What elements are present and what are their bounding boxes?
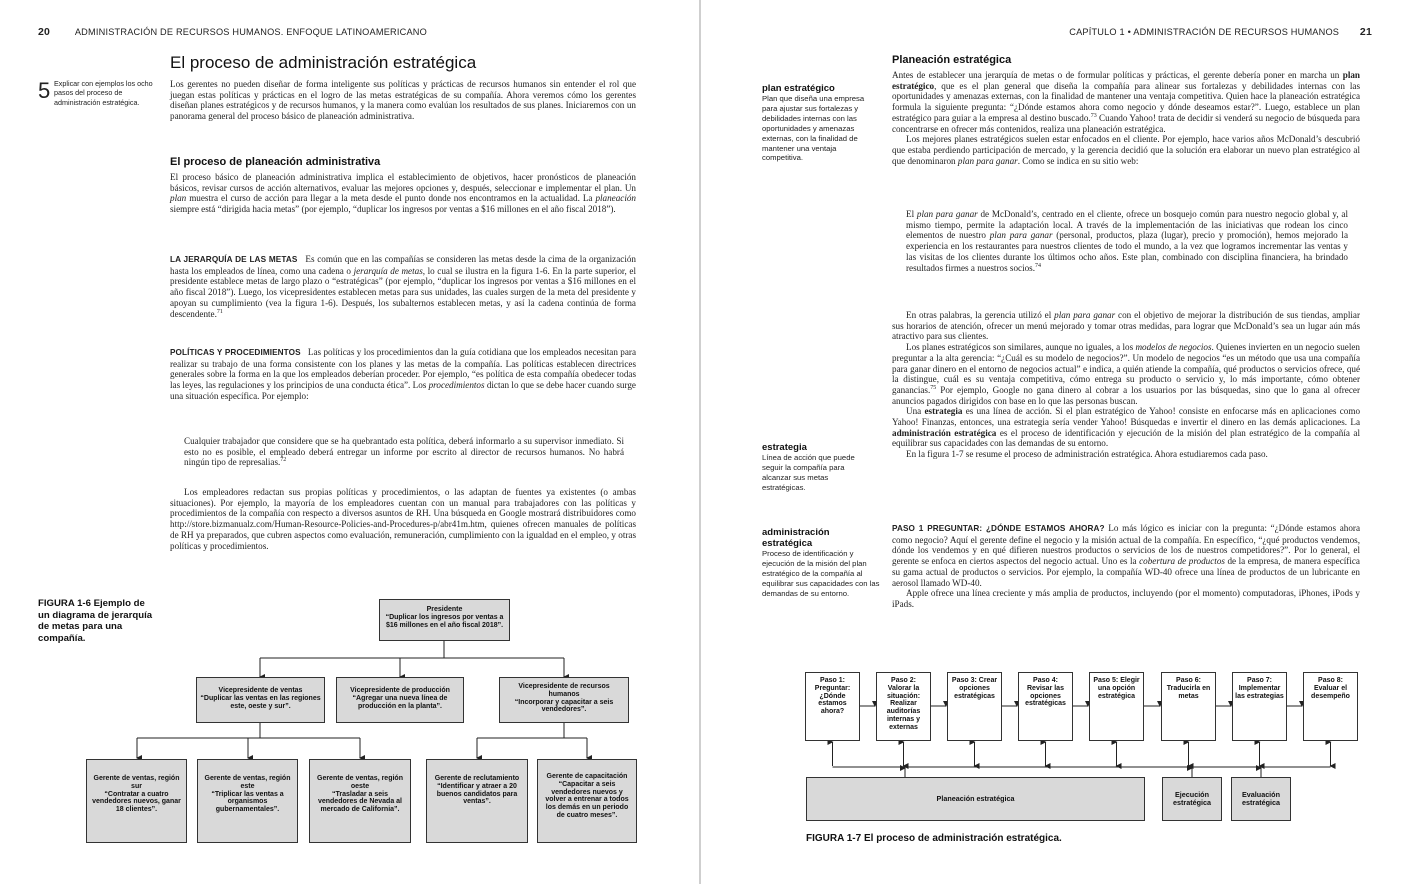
manager-recruitment-title: Gerente de reclutamiento [434, 775, 520, 782]
vp-hr-title: Vicepresidente de recursos humanos [518, 683, 610, 698]
figure-1-6-connectors [0, 0, 700, 884]
step-8-box: Paso 8: Evaluar el desempeño [1303, 672, 1358, 741]
manager-recruitment-goal: “Identificar y atraer a 20 buenos candidatos para ventas”. [436, 782, 518, 806]
p2-text-b: . Como se indica en su sitio web: [1017, 155, 1139, 166]
policies-runin-head: POLÍTICAS Y PROCEDIMIENTOS [170, 348, 301, 357]
vp-production-goal: “Agregar una nueva línea de producción en la planta”. [352, 694, 448, 710]
definition-administracion-estrategica: Proceso de identificación y ejecución de la misión del plan estratégico de la compañía al equilibrar sus capacidades con las demandas de su entorno. [762, 549, 880, 598]
learning-objective: Explicar con ejemplos los ocho pasos del proceso de administración estratégica. [54, 79, 153, 107]
intro-text: Los gerentes no pueden diseñar de forma inteligente sus políticas y prácticas de recursos humanos sin entender el rol que juegan estas políticas y prácticas en el logro de las metas estratégicas de su compañía. Ahora veremos cómo los gerentes diseñan planes estratégicos y de recursos humanos, y la manera como evalúan los resultados de sus planes. Iniciaremos con un panorama general del proceso básico de planeación administrativa. [170, 79, 636, 122]
planning-text-b: muestra el curso de acción para llegar a la meta desde el punto donde nos encontramos en la actualidad. La [186, 193, 596, 204]
manager-south-title: Gerente de ventas, región sur [93, 775, 180, 790]
plan-estrategico-bold: plan estratégico [892, 70, 1360, 91]
administracion-estrategica-bold: administración estratégica [892, 427, 997, 438]
figure-1-7-strategic-process [701, 0, 1402, 884]
cobertura-productos-em: cobertura de productos [1139, 556, 1225, 567]
phase-ejecucion-box: Ejecución estratégica [1162, 777, 1222, 821]
hierarchy-text-b: , lo cual se ilustra en la figura 1-6. En la parte superior, el presidente establece metas de largo plazo o “estratégicas” (por ejemplo, “duplicar los ingresos por ventas a $16 millones en el año fiscal 2018”). Luego, los vicepresidentes establecen metas para sus unidades, las cuales surgen de la meta del presidente y apoyan su cumplimiento (vea la figura 1-6). Después, los subalternos establecen metas, y así la cadena continúa de forma descendente. [170, 265, 636, 319]
manager-east-title: Gerente de ventas, región este [204, 775, 291, 790]
p3-text-b: con el objetivo de mejorar la distribución de sus tiendas, ampliar sus horarios de atención, ofrecer un menú mejorado y tomar otras medidas, para lograr que McDonald’s sea un lugar aún más atractivo para sus clientes. [892, 310, 1360, 342]
paso-1-runin-head: PASO 1 PREGUNTAR: ¿DÓNDE ESTAMOS AHORA? [892, 524, 1105, 533]
footnote-74: 74 [1035, 262, 1041, 269]
planeacion-em: planeación [595, 193, 636, 204]
quote-em-2: plan para ganar [989, 230, 1053, 241]
manager-east-goal: “Triplicar las ventas a organismos gubernamentales”. [211, 790, 284, 814]
hierarchy-em: jerarquía de metas [353, 265, 423, 276]
modelos-negocios-em: modelos de negocios [1135, 342, 1212, 353]
manager-sales-east-box [197, 759, 298, 843]
planning-text-a: El proceso básico de planeación administrativa implica el establecimiento de objetivos, hacer pronósticos de planeación básicos, revisar cursos de acción alternativos, evaluar las mejores opciones y, después, seleccionar e implementar el plan. Un [170, 172, 636, 193]
phase-evaluacion-box: Evaluación estratégica [1231, 777, 1291, 821]
p4-text-c: Por ejemplo, Google no gana dinero al cobrar a los usuarios por las búsquedas, sino que lo gana al ofrecer anuncios pagados dirigidos con base en lo que las personas buscan. [892, 384, 1360, 406]
manager-training-title: Gerente de capacitación [546, 773, 628, 780]
p5-text-c: es una línea de acción. Si el plan estratégico de Yahoo! consiste en enfocarse más en aplicaciones como Yahoo! Finanzas, entonces, una estrategia sería vender Yahoo! Búsquedas e invertir el dinero en las demás aplicaciones. La [892, 406, 1361, 428]
objective-number: 5 [38, 78, 51, 103]
p7-text-a: Lo más lógico es iniciar con la pregunta: “¿Dónde estamos ahora como negocio? Aquí el gerente define el negocio y la misión actual de la compañía. En específico, “¿qué productos vendemos, dónde los vendemos y en qué difieren nuestros productos o servicios de los de nuestros competidores?”. Por lo general, el gerente se enfoca en ciertos aspectos del negocio actual. Uno es la [892, 523, 1360, 567]
p5-text-a: Una [906, 406, 925, 417]
phase-planeacion-box: Planeación estratégica [806, 777, 1145, 821]
president-goal: “Duplicar los ingresos por ventas a $16 millones en el año fiscal 2018”. [385, 613, 504, 629]
quote-em-1: plan para ganar [916, 209, 978, 219]
step-7-box: Paso 7: Implementar las estrategias [1232, 672, 1287, 741]
term-administracion-estrategica: administración estratégica [762, 527, 830, 549]
left-header-title: ADMINISTRACIÓN DE RECURSOS HUMANOS. ENFOQUE LATINOAMERICANO [74, 27, 427, 37]
figure-1-6-goal-hierarchy [0, 0, 700, 884]
step-6-box: Paso 6: Traducirla en metas [1161, 672, 1216, 741]
term-plan-estrategico: plan estratégico [762, 83, 835, 94]
policy-quote-text: Cualquier trabajador que considere que se ha quebrantado esta política, deberá informarlo a su supervisor inmediato. Si esto no es posible, el empleado deberá entregar un informe por escrito al director de recursos humanos. No habrá ningún tipo de represalias. [184, 436, 624, 468]
figure-1-6-caption: FIGURA 1-6 Ejemplo de un diagrama de jerarquía de metas para una compañía. [38, 598, 153, 644]
step-3-box: Paso 3: Crear opciones estratégicas [947, 672, 1002, 741]
figure-1-7-caption: FIGURA 1-7 El proceso de administración estratégica. [806, 833, 1062, 844]
p4-text-a: Los planes estratégicos son similares, aunque no iguales, a los [906, 342, 1136, 353]
procedimientos-em: procedimientos [428, 380, 485, 391]
hierarchy-runin-head: LA JERARQUÍA DE LAS METAS [170, 255, 298, 264]
footnote-71: 71 [216, 308, 223, 315]
employers-text: Los empleadores redactan sus propias políticas y procedimientos, o las adaptan de fuentes ya existentes (o ambas situaciones). Por ejemplo, la mayoría de los empleadores cuentan con un manual para trabajadores con las políticas y procedimientos de la compañía con respecto a diversos asuntos de RH. Una búsqueda en Google mostrará distribuidores como http://store.bizmanualz.com/Human-Resource-Policies-and-Procedures-p/abr41m.htm, quienes ofrecen manuales de políticas de RH ya preparados, que cubren aspectos como evaluación, remuneración, cumplimiento con la igualdad en el empleo, y otras políticas y procedimientos. [170, 487, 636, 551]
footnote-75: 75 [930, 384, 937, 391]
section-title: El proceso de administración estratégica [170, 53, 477, 72]
vp-production-title: Vicepresidente de producción [350, 687, 450, 694]
footnote-72: 72 [280, 457, 287, 464]
strategic-planning-subheading: Planeación estratégica [892, 54, 1012, 66]
manager-recruitment-box [426, 759, 528, 843]
p5-text-e: es el proceso de identificación y ejecución de la misión del plan estratégico de la compañía al equilibrar sus capacidades con las demandas de su entorno. [892, 427, 1360, 449]
footnote-73: 73 [1090, 112, 1097, 119]
policies-text-b: dictan lo que se debe hacer cuando surge una situación específica. Por ejemplo: [170, 380, 636, 401]
right-header-title: CAPÍTULO 1 • ADMINISTRACIÓN DE RECURSOS HUMANOS [1069, 27, 1340, 37]
paragraph-figura-resumen: En la figura 1-7 se resume el proceso de administración estratégica. Ahora estudiaremos cada paso. [906, 449, 1268, 460]
quote-text-b: de McDonald’s, centrado en el cliente, ofrece un bosquejo común para nuestro negocio global y, al mismo tiempo, permite la adaptación local. A través de la implementación de las iniciativas que rodean los cinco elementos de nuestro [906, 209, 1349, 241]
step-1-box: Paso 1: Preguntar: ¿Dónde estamos ahora? [805, 672, 860, 741]
manager-training-goal: “Capacitar a seis vendedores nuevos y volver a entrenar a todos los demás en un periodo de cuatro meses”. [545, 780, 629, 819]
manager-west-title: Gerente de ventas, región oeste [317, 775, 403, 790]
right-page-number: 21 [1359, 26, 1372, 38]
p4-text-b: . Quienes invierten en un negocio suelen preguntar a la alta gerencia: “¿Cuál es su modelo de negocios?”. Un modelo de negocios “es un método que usa una compañía para ganar dinero en el entorno de negocios actual” e indica, a quién atiende la compañía, qué productos o servicios ofrece, qué la distingue, cuál es su ventaja competitiva, cómo entrega su producto o servicio y, lo más importante, cómo obtener ganancias. [892, 342, 1360, 395]
p7-text-b: de la empresa, de manera específica su gama actual de productos o servicios. Por ejemplo, la compañía WD-40 ofrece una línea de productos de un lubricante en aerosol llamado WD-40. [892, 556, 1360, 588]
manager-south-goal: “Contratar a cuatro vendedores nuevos, ganar 18 clientes”. [92, 790, 181, 814]
hierarchy-text-a: Es común que en las compañías se consideren las metas desde la cima de la organización hasta los empleados de línea, como una cadena o [170, 254, 636, 276]
vp-sales-box [196, 677, 325, 723]
figure-1-7-connectors [701, 0, 1402, 884]
definition-estrategia: Línea de acción que puede seguir la compañía para alcanzar sus metas estratégicas. [762, 453, 855, 492]
planning-subheading: El proceso de planeación administrativa [170, 156, 381, 168]
plan-em: plan [170, 193, 187, 204]
p2-text-a: Los mejores planes estratégicos suelen estar enfocados en el cliente. Por ejemplo, hace varios años McDonald’s descubrió que estaba perdiendo participación de mercado, y la gerencia decidió que la solución era elaborar un nuevo plan estratégico al que denominaron [892, 134, 1360, 166]
term-estrategia: estrategia [762, 442, 807, 453]
quote-text-a: El [906, 209, 917, 219]
planning-text-c: siempre está “dirigida hacia metas” (por ejemplo, “duplicar los ingresos por ventas a $16 millones en el año fiscal 2018”). [170, 204, 616, 215]
step-5-box: Paso 5: Elegir una opción estratégica [1089, 672, 1144, 741]
p3-text-a: En otras palabras, la gerencia utilizó el [906, 310, 1055, 320]
definition-plan-estrategico: Plan que diseña una empresa para ajustar sus fortalezas y debilidades internas con las oportunidades y amenazas externas, con la finalidad de mantener una ventaja competitiva. [762, 94, 865, 163]
manager-sales-south-box [86, 759, 187, 843]
step-4-box: Paso 4: Revisar las opciones estratégicas [1018, 672, 1073, 741]
left-page [0, 0, 700, 884]
manager-training-box [537, 759, 637, 843]
p3-em: plan para ganar [1054, 310, 1116, 320]
p1-text-a: Antes de establecer una jerarquía de metas o de formular políticas y prácticas, el gerente debería poner en marcha un [892, 70, 1343, 80]
quote-text-c: (personal, productos, plaza (lugar), precio y promoción), hemos mejorado la experiencia en los restaurantes para nuestros clientes de todo el mundo, a la vez que logramos incrementar las ventas y las visitas de los clientes durante los últimos ocho años. Este plan, combinado con disciplina financiera, ha brindado resultados firmes a nuestros socios. [906, 230, 1348, 273]
manager-sales-west-box [309, 759, 411, 843]
plan-para-ganar-em: plan para ganar [957, 155, 1018, 166]
estrategia-bold: estrategia [924, 406, 963, 417]
manager-west-goal: “Trasladar a seis vendedores de Nevada al mercado de California”. [317, 790, 403, 814]
vp-production-box [336, 677, 464, 723]
vp-sales-goal: “Duplicar las ventas en las regiones este, oeste y sur”. [200, 694, 321, 710]
vp-hr-box [499, 677, 629, 723]
president-title: Presidente [426, 606, 463, 613]
step-2-box: Paso 2: Valorar la situación: Realizar auditorías internas y externas [876, 672, 931, 741]
p1-text-c: , que es el plan general que diseña la compañía para alinear sus fortalezas y debilidades internas con las oportunidades y amenazas externas, con la finalidad de mantener una ventaja competitiva. Quien hace la planeación estratégica formula la siguiente pregunta: “¿Dónde estamos ahora como negocio y dónde deseamos estar?”. Luego, establece un plan estratégico para guiar a la empresa al destino buscado. [892, 80, 1360, 123]
left-page-number: 20 [38, 26, 51, 38]
policies-text-a: Las políticas y los procedimientos dan la guía cotidiana que los empleados necesitan para realizar su trabajo de una forma consistente con los planes y las metas de la compañía. Las políticas establecen directrices generales sobre la forma en la que los empleados deberían proceder. Por ejemplo, “es política de esta compañía obedecer todas las leyes, las regulaciones y los principios de una conducta ética”. Los [170, 347, 637, 391]
p1-text-d: Cuando Yahoo! trata de decidir si venderá su negocio de búsqueda para concentrarse en ofrecer más contenidos, realiza una planeación estratégica. [892, 112, 1360, 134]
vp-sales-title: Vicepresidente de ventas [218, 687, 303, 694]
paragraph-apple: Apple ofrece una línea creciente y más amplia de productos, incluyendo (por el momento) computadoras, iPhones, iPods y iPads. [892, 588, 1360, 609]
president-box [379, 599, 510, 641]
vp-hr-goal: “Incorporar y capacitar a seis vendedores”. [514, 698, 614, 714]
right-page [701, 0, 1402, 884]
